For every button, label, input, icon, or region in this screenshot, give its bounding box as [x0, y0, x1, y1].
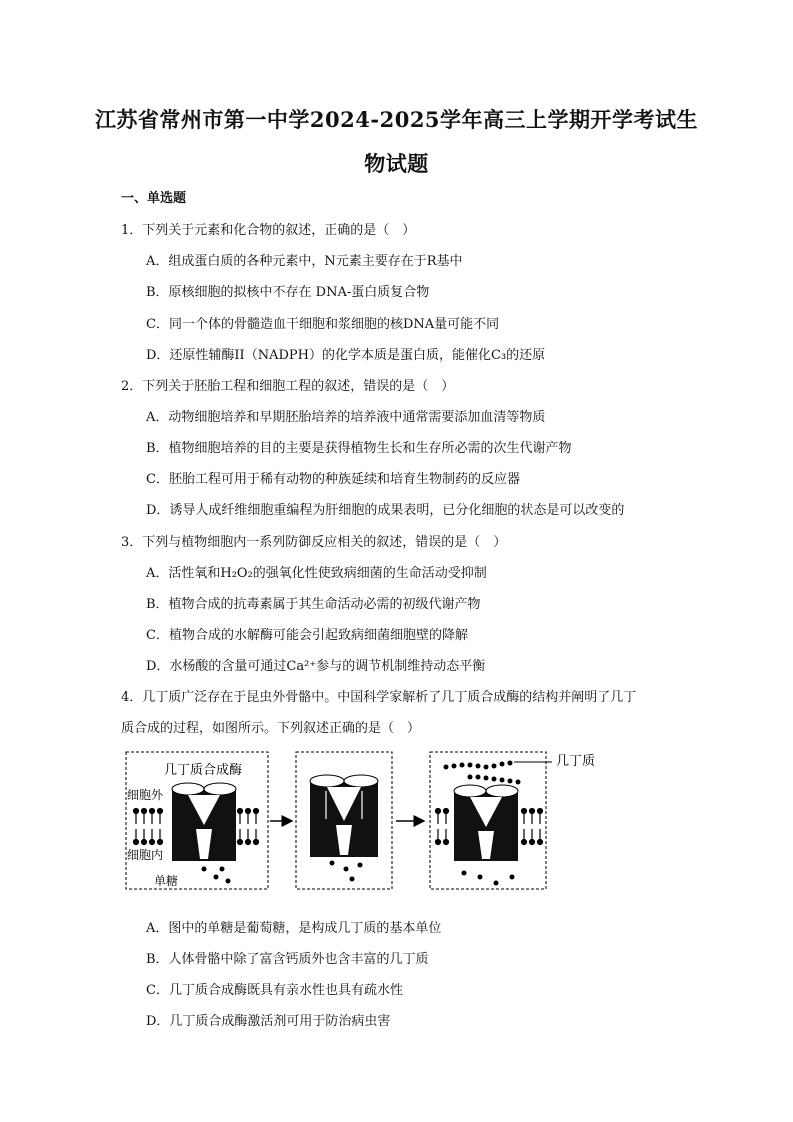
enzyme-body-3	[454, 785, 518, 861]
question-1-option-b: B．原核细胞的拟核中不存在 DNA-蛋白质复合物	[146, 285, 430, 300]
question-2-option-a: A．动物细胞培养和早期胚胎培养的培养液中通常需要添加血清等物质	[146, 410, 546, 425]
membrane-left-3	[436, 809, 449, 845]
question-4-option-a: A．图中的单糖是葡萄糖，是构成几丁质的基本单位	[146, 921, 442, 936]
question-2-option-c: C．胚胎工程可用于稀有动物的种族延续和培育生物制药的反应器	[146, 472, 520, 487]
label-enzyme: 几丁质合成酶	[164, 763, 243, 778]
question-1-option-a: A．组成蛋白质的各种元素中，N元素主要存在于R基中	[146, 254, 463, 269]
question-4-option-c: C．几丁质合成酶既具有亲水性也具有疏水性	[146, 983, 403, 998]
question-2-stem: 2．下列关于胚胎工程和细胞工程的叙述，错误的是（ ）	[121, 379, 455, 394]
question-4-stem-line1: 4．几丁质广泛存在于昆虫外骨骼中。中国科学家解析了几丁质合成酶的结构并阐明了几丁	[121, 690, 637, 705]
label-outside: 细胞外	[127, 788, 164, 802]
monosaccharide-dots-3	[462, 871, 515, 886]
membrane-right-1	[238, 809, 259, 845]
question-3-stem: 3．下列与植物细胞内一系列防御反应相关的叙述，错误的是（ ）	[121, 535, 507, 550]
exam-title-line2: 物试题	[364, 151, 429, 176]
question-3-option-a: A．活性氧和H₂O₂的强氧化性使致病细菌的生命活动受抑制	[146, 566, 487, 581]
membrane-left-1	[134, 809, 163, 845]
question-3-option-c: C．植物合成的水解酶可能会引起致病细菌细胞壁的降解	[146, 628, 468, 643]
monosaccharide-dots-1	[202, 867, 231, 884]
question-1-option-c: C．同一个体的骨髓造血干细胞和浆细胞的核DNA量可能不同	[146, 317, 500, 332]
question-4-stem-line2: 质合成的过程，如图所示。下列叙述正确的是（ ）	[121, 721, 421, 736]
enzyme-body-1	[172, 783, 236, 861]
question-3-option-b: B．植物合成的抗毒素属于其生命活动必需的初级代谢产物	[146, 597, 481, 612]
label-chitin: 几丁质	[556, 754, 596, 769]
section-heading: 一、单选题	[121, 191, 187, 206]
monosaccharide-dots-2	[330, 861, 363, 882]
question-4-option-b: B．人体骨骼中除了富含钙质外也含丰富的几丁质	[146, 952, 429, 967]
question-2-option-b: B．植物细胞培养的目的主要是获得植物生长和生存所必需的次生代谢产物	[146, 441, 572, 456]
question-1-stem: 1．下列关于元素和化合物的叙述，正确的是（ ）	[121, 223, 416, 238]
enzyme-body-2	[310, 775, 378, 857]
chitin-chains	[444, 761, 521, 785]
chitin-synthase-figure	[124, 749, 609, 892]
exam-title-line1: 江苏省常州市第一中学2024-2025学年高三上学期开学考试生	[94, 107, 699, 132]
question-4-option-d: D．几丁质合成酶激活剂可用于防治病虫害	[146, 1014, 391, 1029]
membrane-right-3	[522, 809, 543, 845]
label-inside: 细胞内	[127, 848, 164, 862]
label-monosaccharide: 单糖	[154, 874, 179, 888]
question-1-option-d: D．还原性辅酶II（NADPH）的化学本质是蛋白质，能催化C₃的还原	[146, 348, 546, 363]
question-2-option-d: D．诱导人成纤维细胞重编程为肝细胞的成果表明，已分化细胞的状态是可以改变的	[146, 503, 625, 518]
question-3-option-d: D．水杨酸的含量可通过Ca²⁺参与的调节机制维持动态平衡	[146, 659, 486, 674]
